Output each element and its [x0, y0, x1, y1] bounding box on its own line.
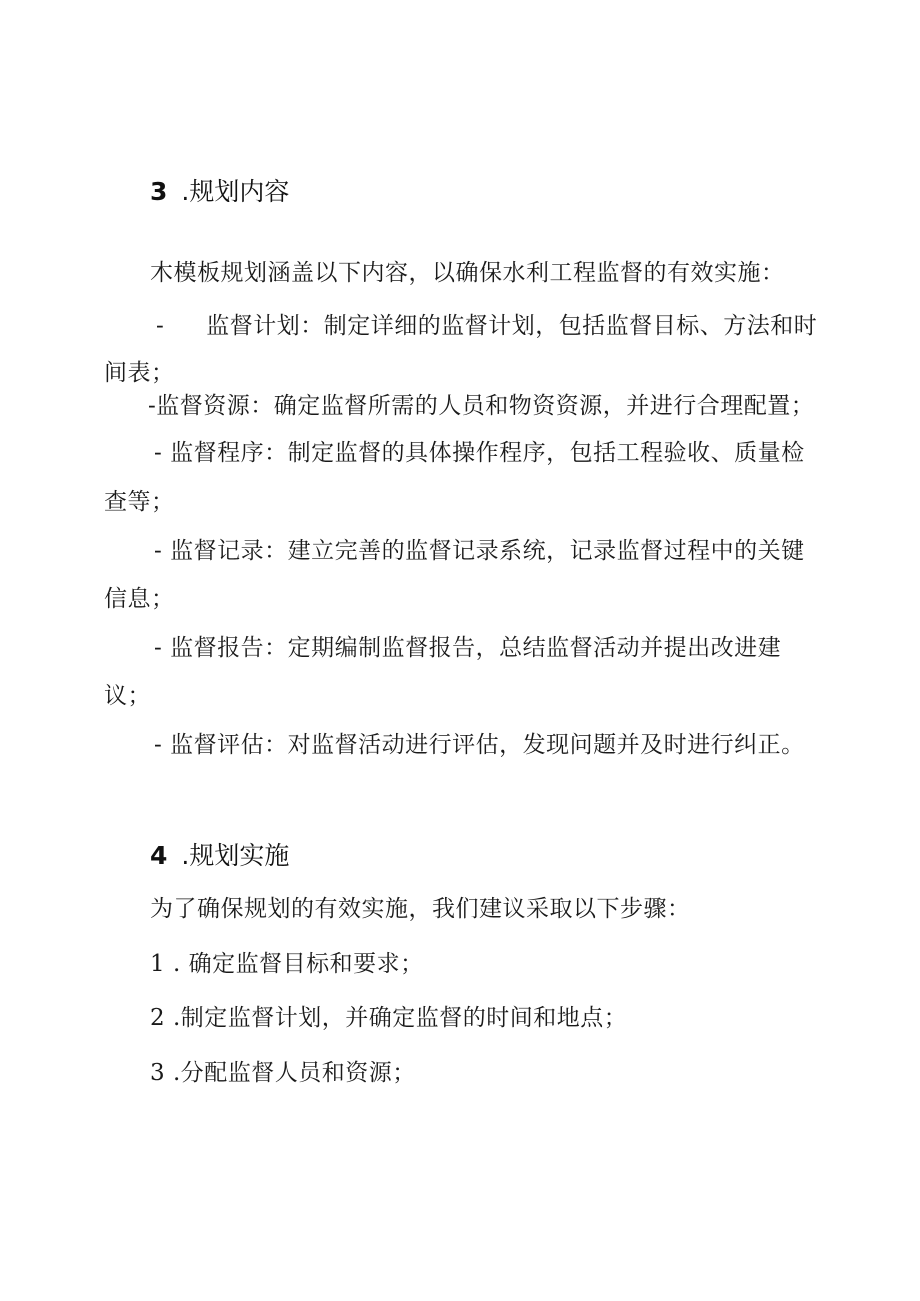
section-4-heading — [150, 840, 289, 872]
section-number: 3 — [150, 177, 168, 206]
section-title: .规划内容 — [181, 177, 290, 206]
section-3-intro: 木模板规划涵盖以下内容，以确保水利工程监督的有效实施： — [150, 260, 785, 286]
step-item-2: 2 .制定监督计划，并确定监督的时间和地点； — [150, 1005, 628, 1031]
list-item-evaluation: - 监督评估：对监督活动进行评估，发现问题并及时进行纠正。 — [154, 732, 805, 758]
list-item-reports: - 监督报告：定期编制监督报告，总结监督活动并提出改进建 — [154, 635, 782, 661]
step-item-3: 3 .分配监督人员和资源； — [150, 1060, 416, 1086]
section-number: 4 — [150, 841, 168, 870]
list-item-procedure-cont: 查等； — [104, 489, 175, 515]
list-item-text: 监督计划：制定详细的监督计划，包括监督目标、方法和时 — [206, 313, 818, 339]
list-item-records: - 监督记录：建立完善的监督记录系统，记录监督过程中的关键 — [154, 538, 805, 564]
list-item-reports-cont: 议； — [104, 683, 151, 709]
list-item-resources: -监督资源：确定监督所需的人员和物资资源，并进行合理配置； — [148, 393, 815, 419]
list-item-procedure: - 监督程序：制定监督的具体操作程序，包括工程验收、质量检 — [154, 440, 805, 466]
section-3-heading — [150, 176, 289, 208]
list-item-plan-cont: 间表； — [104, 360, 175, 386]
list-dash: - — [156, 313, 165, 339]
step-item-1: 1 . 确定监督目标和要求； — [150, 951, 424, 977]
list-item-plan — [156, 311, 817, 341]
list-item-records-cont: 信息； — [104, 586, 175, 612]
section-title: .规划实施 — [181, 841, 290, 870]
section-4-intro: 为了确保规划的有效实施，我们建议采取以下步骤： — [150, 896, 691, 922]
